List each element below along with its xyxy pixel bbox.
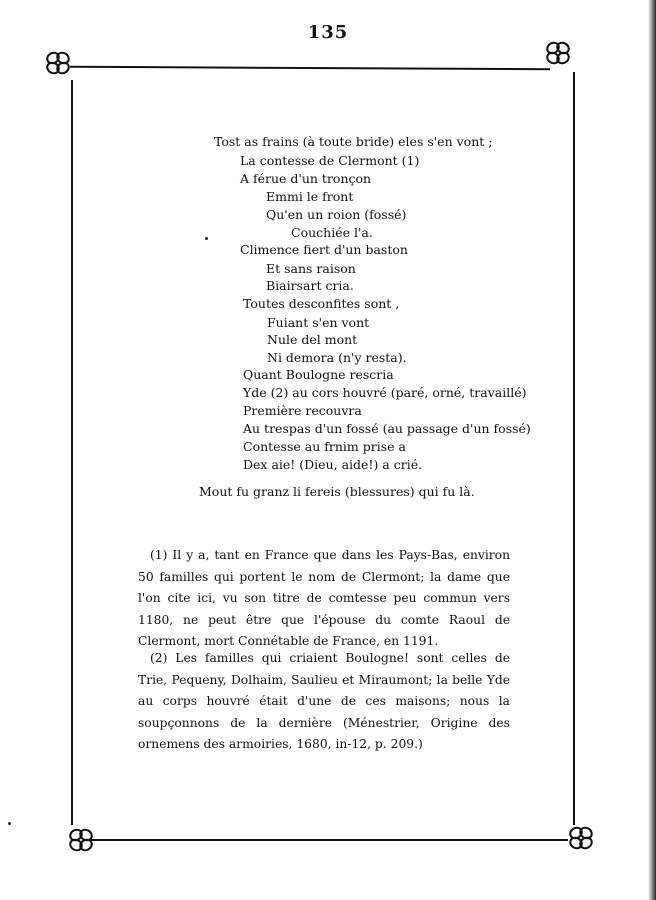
ink-speck bbox=[205, 237, 208, 240]
ornament-bottom-left-icon bbox=[68, 827, 94, 853]
ornament-bottom-right-icon bbox=[568, 825, 594, 851]
frame-top-rule bbox=[70, 66, 550, 71]
ornament-top-right-icon bbox=[545, 40, 571, 66]
poem-line: Mout fu granz li fereis (blessures) qui fu là. bbox=[199, 484, 475, 499]
poem-line: Ni demora (n'y resta). bbox=[267, 350, 407, 365]
poem-line: Première recouvra bbox=[243, 403, 362, 418]
poem-line: Biairsart cria. bbox=[266, 278, 354, 293]
poem-line: Climence fiert d'un baston bbox=[240, 242, 408, 257]
poem-line: Au trespas d'un fossé (au passage d'un fossé) bbox=[243, 421, 531, 436]
poem-line: Nule del mont bbox=[267, 332, 358, 347]
poem-line: Et sans raison bbox=[266, 261, 356, 276]
poem-line: Contesse au frnim prise a bbox=[243, 439, 406, 454]
poem-line: Toutes desconfites sont , bbox=[243, 296, 400, 311]
page-number: 135 bbox=[307, 22, 349, 43]
ornament-top-left-icon bbox=[45, 50, 71, 76]
poem-line: Quant Boulogne rescria bbox=[243, 367, 394, 382]
poem-line: A férue d'un tronçon bbox=[240, 171, 372, 186]
poem-line: Fuiant s'en vont bbox=[267, 315, 370, 330]
footnote-1: (1) Il y a, tant en France que dans les Pays-Bas, environ 50 familles qui portent le nom de Clermont; la dame que l'on cite ici, vu son titre de comtesse peu commun vers 1180, ne peut être que l'épouse du comte Raoul de Clermont, mort Connétable de France, en 1191. bbox=[138, 548, 510, 648]
page-edge-shadow bbox=[648, 0, 656, 900]
frame-bottom-rule bbox=[90, 839, 568, 841]
poem-line: Tost as frains (à toute bride) eles s'en vont ; bbox=[214, 134, 493, 149]
frame-left-rule bbox=[71, 80, 73, 825]
footnote-2: (2) Les familles qui criaient Boulogne! sont celles de Trie, Pequeny, Dolhaim, Saulieu et Miraumont; la belle Yde au corps houvré était d'une de ces maisons; nous la soupçonnons de la dernière (Ménestrier, Origine des ornemens des armoiries, 1680, in-12, p. 209.) bbox=[138, 651, 510, 751]
poem-line: Dex aie! (Dieu, aide!) a crié. bbox=[243, 457, 423, 472]
poem-line: Yde (2) au cors houvré (paré, orné, travaillé) bbox=[243, 385, 527, 400]
poem-line: La contesse de Clermont (1) bbox=[240, 153, 420, 168]
poem-line: Emmi le front bbox=[266, 189, 354, 204]
frame-right-rule bbox=[573, 72, 575, 825]
ink-speck bbox=[8, 822, 11, 825]
poem-line: Couchiée l'a. bbox=[291, 225, 373, 240]
poem-line: Qu'en un roion (fossé) bbox=[266, 207, 407, 222]
